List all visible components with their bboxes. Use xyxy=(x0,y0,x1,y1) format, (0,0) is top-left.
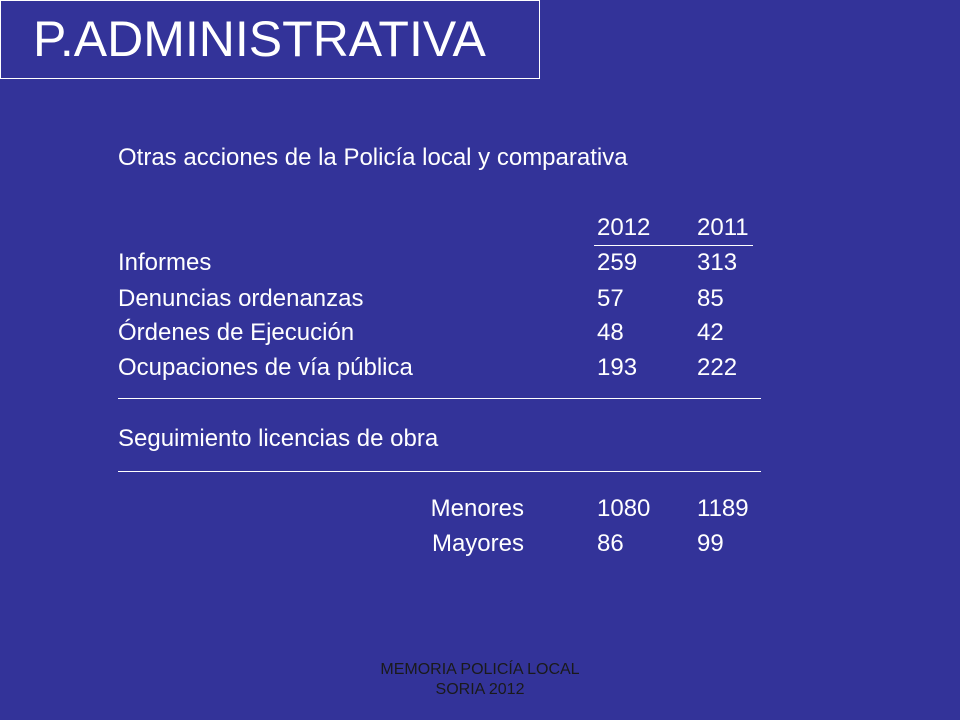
row-value-2011: 42 xyxy=(697,319,724,346)
row-label: Informes xyxy=(118,249,212,276)
year-header-2012: 2012 xyxy=(597,214,651,241)
year-header-2011: 2011 xyxy=(697,214,749,241)
licencia-value-2012: 86 xyxy=(597,530,624,557)
row-value-2011: 85 xyxy=(697,285,724,312)
licencia-label: Mayores xyxy=(431,530,524,557)
row-value-2012: 193 xyxy=(597,354,638,381)
page-title: P.ADMINISTRATIVA xyxy=(33,11,486,67)
row-label: Órdenes de Ejecución xyxy=(118,319,355,346)
divider xyxy=(118,398,761,399)
footer-line: MEMORIA POLICÍA LOCAL xyxy=(380,661,580,678)
row-label: Ocupaciones de vía pública xyxy=(118,354,413,381)
section-heading: Seguimiento licencias de obra xyxy=(118,425,439,452)
row-value-2012: 57 xyxy=(597,285,624,312)
title-box xyxy=(0,0,540,79)
row-value-2012: 259 xyxy=(597,249,638,276)
licencia-value-2011: 99 xyxy=(697,530,724,557)
divider xyxy=(118,471,761,472)
footer xyxy=(330,660,630,700)
row-value-2012: 48 xyxy=(597,319,624,346)
licencia-value-2011: 1189 xyxy=(697,495,749,522)
licencia-value-2012: 1080 xyxy=(597,495,651,522)
header-underline xyxy=(594,245,753,246)
row-label: Denuncias ordenanzas xyxy=(118,285,364,312)
subtitle: Otras acciones de la Policía local y comparativa xyxy=(118,144,628,171)
row-value-2011: 222 xyxy=(697,354,738,381)
footer-line: SORIA 2012 xyxy=(435,681,525,698)
row-value-2011: 313 xyxy=(697,249,738,276)
licencia-label: Menores xyxy=(430,495,524,522)
